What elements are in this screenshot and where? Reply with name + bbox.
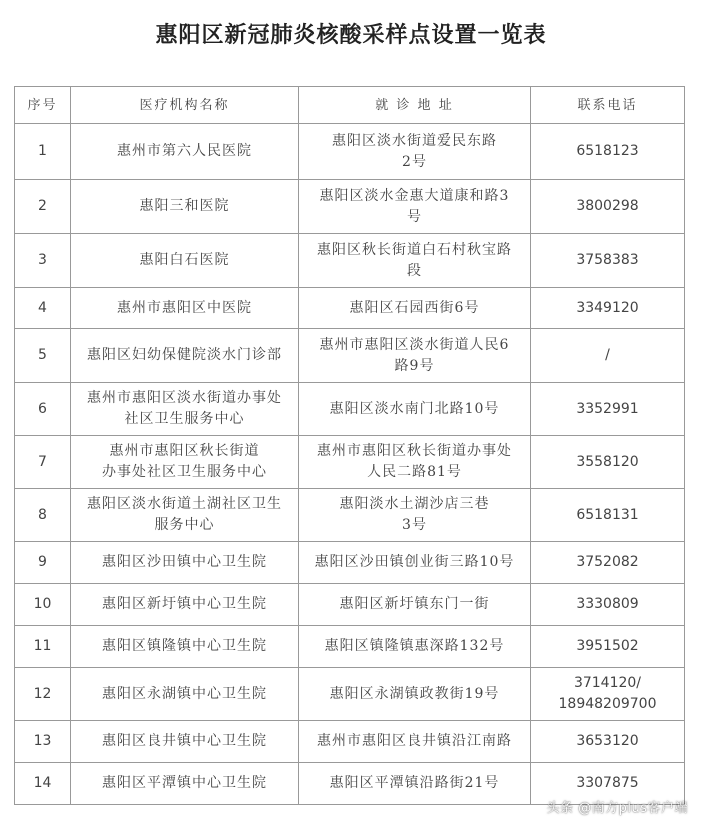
cell-institution (71, 234, 299, 288)
cell-phone (531, 489, 685, 542)
header-institution: 医疗机构名称 (71, 87, 299, 124)
watermark: 头条 @南方plus客户端 (546, 801, 688, 816)
table-row (15, 329, 685, 383)
cell-phone (531, 180, 685, 234)
cell-address (299, 626, 531, 668)
cell-address (299, 124, 531, 180)
cell-address-line: 惠阳区石园西街6号 (349, 299, 480, 316)
table-row (15, 124, 685, 180)
table-row (15, 288, 685, 329)
cell-phone (531, 124, 685, 180)
cell-phone-line: 3752082 (576, 554, 639, 570)
cell-phone-line: 3714120/ (573, 675, 642, 691)
cell-phone (531, 329, 685, 383)
page-title: 惠阳区新冠肺炎核酸采样点设置一览表 (155, 23, 547, 48)
cell-address-line: 惠阳区镇隆镇惠深路132号 (324, 638, 505, 654)
cell-phone-line: 3307875 (576, 775, 639, 791)
cell-institution-line: 社区卫生服务中心 (124, 411, 245, 427)
cell-institution-line: 惠阳区镇隆镇中心卫生院 (102, 638, 267, 654)
cell-address-line: 2号 (402, 153, 427, 170)
cell-address (299, 489, 531, 542)
cell-address-line: 3号 (402, 517, 427, 533)
cell-institution (71, 668, 299, 721)
cell-address-line: 惠阳区淡水街道爱民东路 (332, 132, 497, 149)
cell-institution (71, 542, 299, 584)
cell-index: 8 (15, 489, 71, 542)
cell-index: 3 (15, 234, 71, 288)
cell-address-line: 惠州市惠阳区良井镇沿江南路 (317, 733, 512, 749)
cell-address-line: 惠阳区秋长街道白石村秋宝路 (317, 241, 512, 258)
cell-address-line: 惠州市惠阳区秋长街道办事处 (317, 443, 512, 459)
cell-address (299, 436, 531, 489)
cell-index: 5 (15, 329, 71, 383)
cell-phone-line: 3349120 (576, 299, 639, 316)
cell-institution-line: 办事处社区卫生服务中心 (102, 464, 267, 480)
cell-institution (71, 584, 299, 626)
cell-phone (531, 436, 685, 489)
header-index: 序号 (15, 87, 71, 124)
cell-institution-line: 惠州市惠阳区中医院 (117, 299, 252, 316)
cell-index: 6 (15, 383, 71, 436)
cell-phone (531, 721, 685, 763)
table-row (15, 626, 685, 668)
cell-institution (71, 288, 299, 329)
cell-address-line: 惠阳区淡水金惠大道康和路3 (319, 187, 510, 204)
cell-institution-line: 惠阳区平潭镇中心卫生院 (102, 775, 267, 791)
cell-address-line: 惠阳区平潭镇沿路街21号 (329, 775, 500, 791)
sampling-sites-table (14, 86, 685, 805)
cell-phone-line: 6518123 (576, 143, 639, 159)
cell-address-line: 号 (407, 208, 422, 225)
cell-phone-line: / (605, 347, 610, 363)
cell-institution (71, 489, 299, 542)
cell-institution-line: 惠阳区淡水街道土湖社区卫生 (87, 496, 282, 512)
cell-address (299, 721, 531, 763)
cell-phone-line: 3800298 (576, 198, 639, 214)
cell-phone-line: 3951502 (576, 638, 639, 654)
cell-phone-line: 6518131 (576, 506, 639, 523)
cell-institution (71, 436, 299, 489)
cell-institution-line: 惠州市第六人民医院 (117, 143, 252, 159)
cell-institution-line: 惠阳区永湖镇中心卫生院 (102, 685, 267, 702)
cell-phone-line: 3558120 (576, 453, 639, 470)
cell-institution-line: 惠阳区沙田镇中心卫生院 (102, 554, 267, 570)
cell-institution-line: 惠阳区良井镇中心卫生院 (102, 733, 267, 749)
cell-phone (531, 626, 685, 668)
cell-institution-line: 惠阳三和医院 (139, 198, 230, 214)
table-row (15, 542, 685, 584)
table-body (15, 124, 685, 805)
cell-address-line: 惠阳区淡水南门北路10号 (329, 400, 500, 417)
cell-address (299, 763, 531, 805)
cell-index: 1 (15, 124, 71, 180)
cell-index: 14 (15, 763, 71, 805)
cell-phone (531, 288, 685, 329)
cell-address-line: 惠州市惠阳区淡水街道人民6 (319, 336, 510, 353)
cell-index: 7 (15, 436, 71, 489)
cell-institution-line: 惠州市惠阳区秋长街道 (109, 443, 260, 459)
cell-phone-line: 3758383 (576, 252, 639, 268)
cell-phone (531, 668, 685, 721)
cell-institution (71, 329, 299, 383)
table-row (15, 436, 685, 489)
cell-address (299, 542, 531, 584)
cell-institution-line: 惠州市惠阳区淡水街道办事处 (87, 390, 282, 406)
table-row (15, 234, 685, 288)
cell-institution (71, 180, 299, 234)
cell-phone-line: 3653120 (576, 733, 639, 749)
cell-phone-line: 3352991 (576, 400, 639, 417)
cell-address (299, 329, 531, 383)
cell-phone-line: 18948209700 (558, 696, 657, 712)
cell-index: 2 (15, 180, 71, 234)
cell-address-line: 惠阳区新圩镇东门一街 (339, 596, 490, 612)
cell-institution (71, 626, 299, 668)
cell-address-line: 人民二路81号 (367, 464, 462, 480)
cell-phone (531, 584, 685, 626)
cell-address-line: 惠阳区永湖镇政教街19号 (329, 685, 500, 702)
cell-institution-line: 惠阳白石医院 (139, 252, 230, 268)
table-row (15, 584, 685, 626)
cell-index: 13 (15, 721, 71, 763)
cell-phone-line: 3330809 (576, 596, 639, 612)
cell-index: 12 (15, 668, 71, 721)
cell-address (299, 383, 531, 436)
cell-phone (531, 234, 685, 288)
cell-institution-line: 惠阳区新圩镇中心卫生院 (102, 596, 267, 612)
table-row (15, 668, 685, 721)
cell-address-line: 惠阳淡水土湖沙店三巷 (339, 496, 490, 512)
cell-address-line: 段 (407, 262, 422, 279)
table-header-row (15, 87, 685, 124)
cell-address (299, 288, 531, 329)
cell-address (299, 180, 531, 234)
cell-address (299, 584, 531, 626)
cell-address-line: 惠阳区沙田镇创业街三路10号 (314, 554, 515, 570)
cell-institution (71, 124, 299, 180)
cell-institution (71, 383, 299, 436)
table-row (15, 721, 685, 763)
header-address: 就 诊 地 址 (299, 87, 531, 124)
cell-address (299, 234, 531, 288)
cell-institution (71, 763, 299, 805)
cell-institution (71, 721, 299, 763)
cell-index: 9 (15, 542, 71, 584)
table-row (15, 180, 685, 234)
cell-index: 10 (15, 584, 71, 626)
cell-institution-line: 服务中心 (154, 517, 215, 533)
cell-phone (531, 383, 685, 436)
table-row (15, 383, 685, 436)
cell-index: 11 (15, 626, 71, 668)
cell-institution-line: 惠阳区妇幼保健院淡水门诊部 (87, 347, 282, 363)
cell-address-line: 路9号 (394, 357, 435, 374)
cell-phone (531, 542, 685, 584)
cell-address (299, 668, 531, 721)
cell-index: 4 (15, 288, 71, 329)
header-phone: 联系电话 (531, 87, 685, 124)
table-row (15, 489, 685, 542)
